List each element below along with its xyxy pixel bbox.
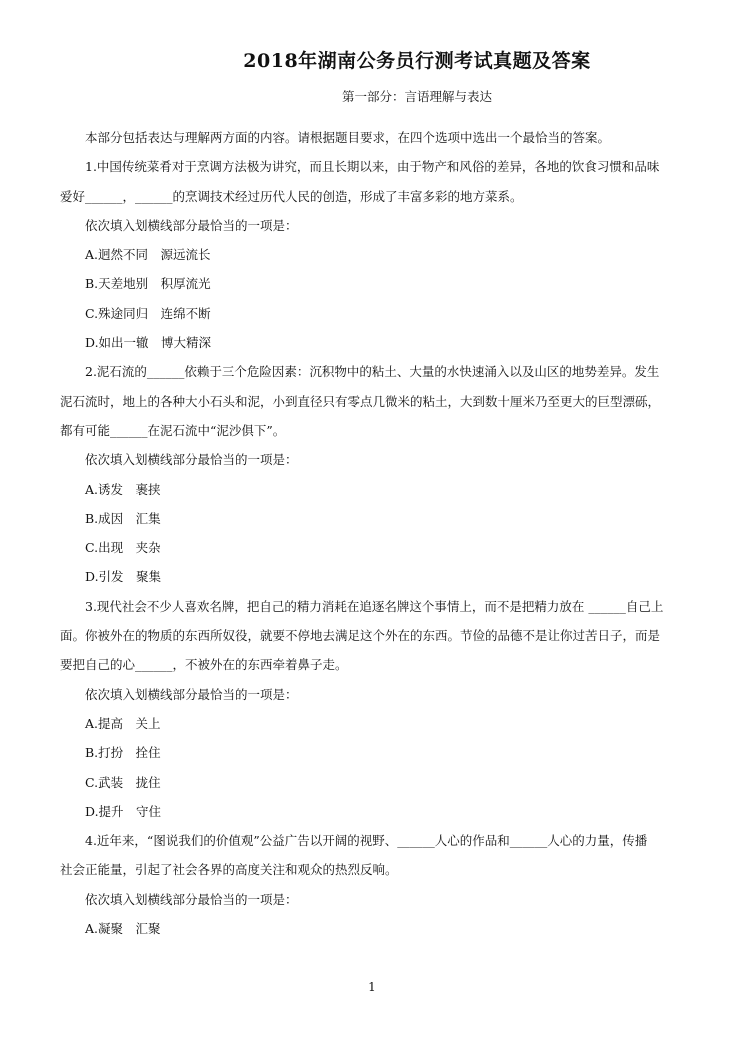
question-1-option-b: B.天差地别 积厚流光	[85, 276, 211, 292]
question-4-prompt: 依次填入划横线部分最恰当的一项是：	[85, 891, 298, 907]
question-4-text-continued: 社会正能量，引起了社会各界的高度关注和观众的热烈反响。	[60, 862, 398, 878]
question-1-prompt: 依次填入划横线部分最恰当的一项是：	[85, 217, 298, 233]
question-3-option-b: B.打扮 拴住	[85, 745, 161, 761]
question-3-text: 3.现代社会不少人喜欢名牌，把自己的精力消耗在追逐名牌这个事情上，而不是把精力放在 ______自己上	[85, 598, 664, 614]
question-1-text: 1.中国传统菜肴对于烹调方法极为讲究，而且长期以来，由于物产和风俗的差异，各地的饮食习惯和品味	[85, 159, 660, 175]
question-2-option-a: A.诱发 裹挟	[85, 481, 161, 497]
question-2-prompt: 依次填入划横线部分最恰当的一项是：	[85, 452, 298, 468]
question-4-option-a: A.凝聚 汇聚	[85, 921, 161, 937]
page-title: 2018年湖南公务员行测考试真题及答案	[243, 50, 591, 72]
question-3-option-d: D.提升 守住	[85, 803, 162, 819]
question-2-option-d: D.引发 聚集	[85, 569, 162, 585]
question-3-option-a: A.提高 关上	[85, 715, 161, 731]
question-1-option-a: A.迥然不同 源远流长	[85, 247, 211, 263]
question-3-text-continued: 要把自己的心______，不被外在的东西牵着鼻子走。	[60, 657, 348, 673]
question-3-option-c: C.武装 拢住	[85, 774, 161, 790]
question-3-prompt: 依次填入划横线部分最恰当的一项是：	[85, 686, 298, 702]
question-2-text-continued: 都有可能______在泥石流中“泥沙俱下”。	[60, 422, 286, 438]
question-3-text-continued: 面。你被外在的物质的东西所奴役，就要不停地去满足这个外在的东西。节俭的品德不是让你过苦日子，而是	[60, 628, 661, 644]
section-subtitle: 第一部分：言语理解与表达	[341, 89, 492, 104]
question-2-text-continued: 泥石流时，地上的各种大小石头和泥，小到直径只有零点几微米的粘土，大到数十厘米乃至更大的巨型漂砾，	[60, 393, 661, 409]
question-1-option-d: D.如出一辙 博大精深	[85, 335, 212, 351]
question-4-text: 4.近年来，“图说我们的价值观”公益广告以开阔的视野、______人心的作品和______人心的力量，传播	[85, 833, 648, 849]
document-body	[60, 123, 684, 943]
question-1-text-continued: 爱好______，______的烹调技术经过历代人民的创造，形成了丰富多彩的地方菜系。	[60, 188, 523, 204]
question-2-option-c: C.出现 夹杂	[85, 540, 161, 556]
question-1-option-c: C.殊途同归 连绵不断	[85, 305, 211, 321]
question-2-option-b: B.成因 汇集	[85, 510, 161, 526]
question-2-text: 2.泥石流的______依赖于三个危险因素：沉积物中的粘土、大量的水快速涌入以及山区的地势差异。发生	[85, 364, 660, 380]
instructions-paragraph: 本部分包括表达与理解两方面的内容。请根据题目要求，在四个选项中选出一个最恰当的答案。	[85, 130, 611, 145]
page-number: 1	[368, 980, 376, 994]
